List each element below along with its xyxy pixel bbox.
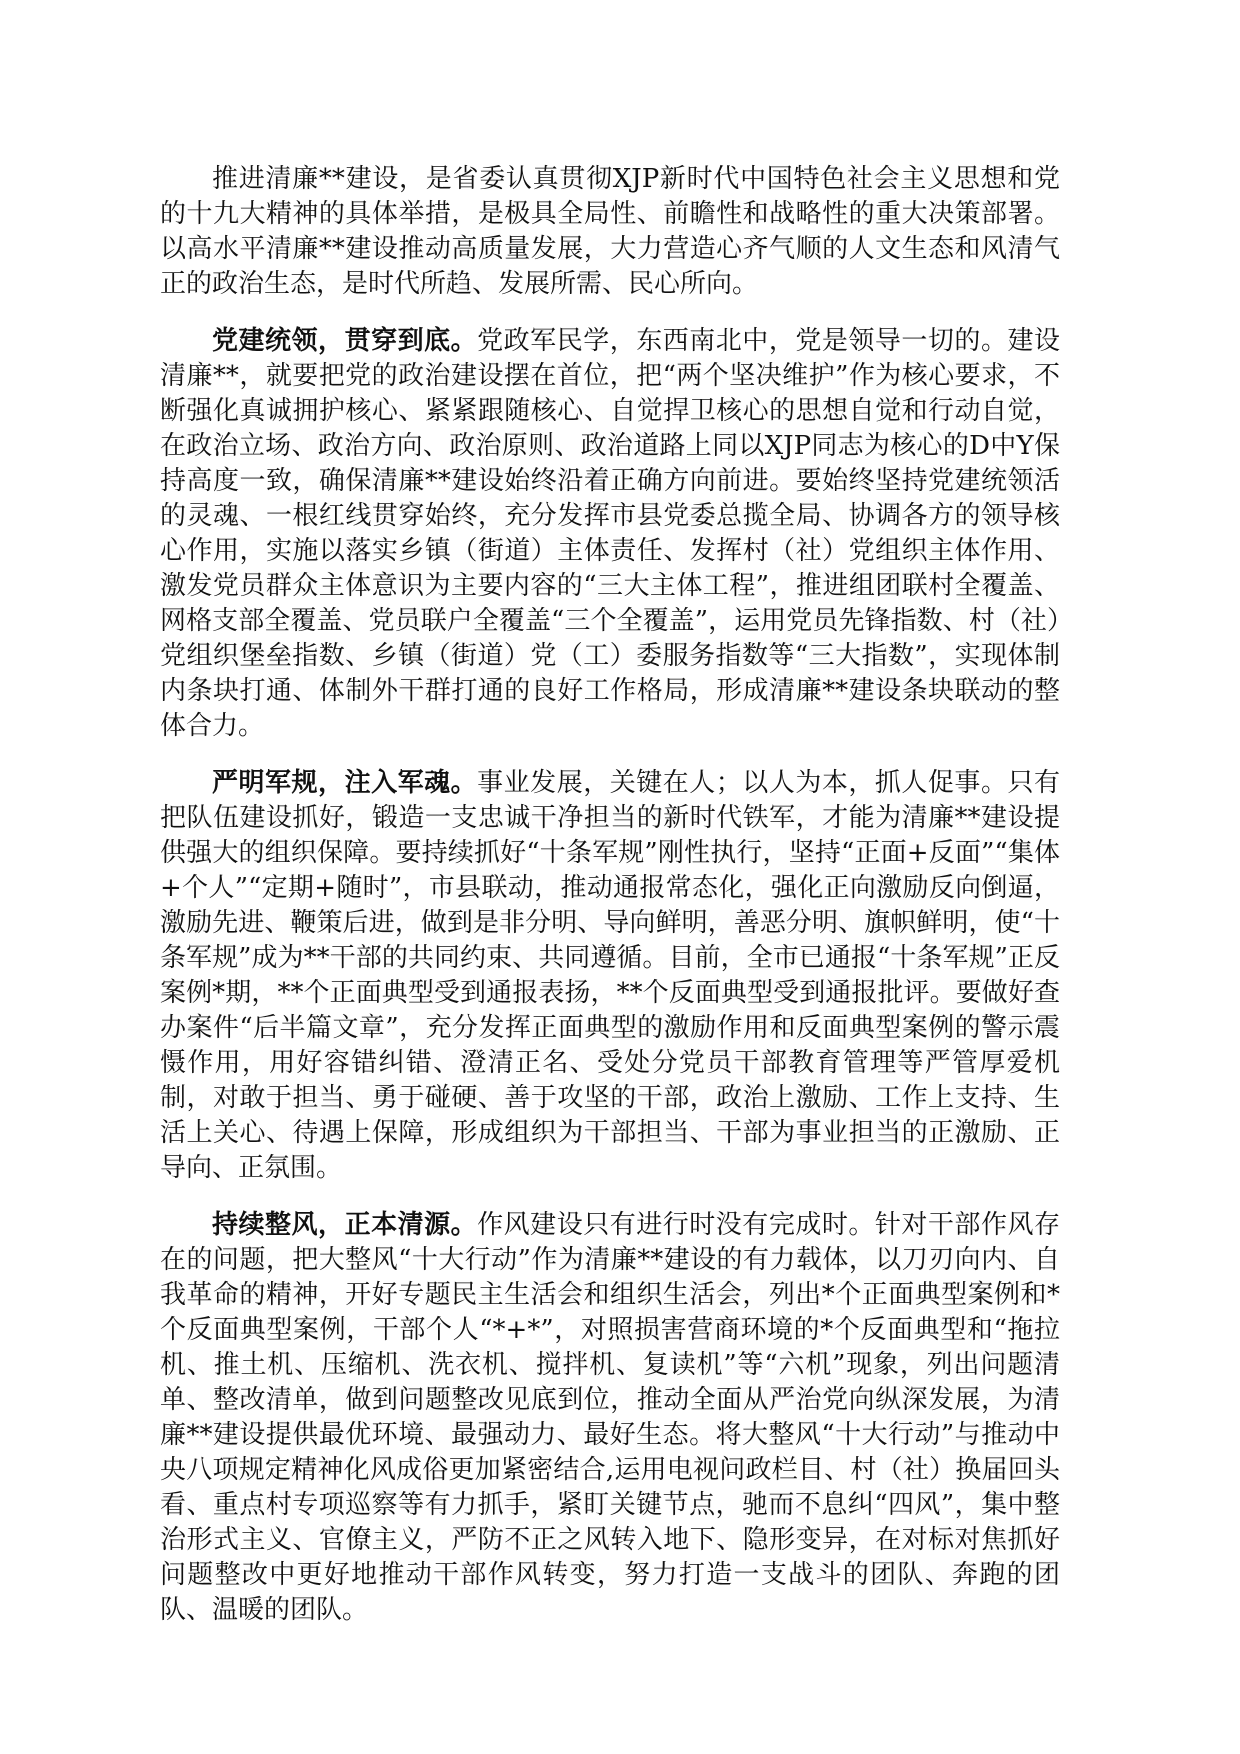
paragraph-text: 事业发展，关键在人；以人为本，抓人促事。只有把队伍建设抓好，锻造一支忠诚干净担当的新时代铁军，才能为清廉**建设提供强大的组织保障。要持续抓好“十条军规”刚性执行，坚持“正面+反面”“集体+个人”“定期+随时”，市县联动，推动通报常态化，强化正向激励反向倒逼，激励先进、鞭策后进，做到是非分明、导向鲜明，善恶分明、旗帜鲜明，使“十条军规”成为**干部的共同约束、共同遵循。目前，全市已通报“十条军规”正反案例*期，**个正面典型受到通报表扬，**个反面典型受到通报批评。要做好查办案件“后半篇文章”，充分发挥正面典型的激励作用和反面典型案例的警示震慑作用，用好容错纠错、澄清正名、受处分党员干部教育管理等严管厚爱机制，对敢于担当、勇于碰硬、善于攻坚的干部，政治上激励、工作上支持、生活上关心、待遇上保障，形成组织为干部担当、干部为事业担当的正激励、正导向、正氛围。 [160,768,1060,1183]
paragraph-text: 党政军民学，东西南北中，党是领导一切的。建设清廉**，就要把党的政治建设摆在首位，把“两个坚决维护”作为核心要求，不断强化真诚拥护核心、紧紧跟随核心、自觉捍卫核心的思想自觉和行动自觉，在政治立场、政治方向、政治原则、政治道路上同以XJP同志为核心的D中Y保持高度一致，确保清廉**建设始终沿着正确方向前进。要始终坚持党建统领活的灵魂、一根红线贯穿始终，充分发挥市县党委总揽全局、协调各方的领导核心作用，实施以落实乡镇（街道）主体责任、发挥村（社）党组织主体作用、激发党员群众主体意识为主要内容的“三大主体工程”，推进组团联村全覆盖、网格支部全覆盖、党员联户全覆盖“三个全覆盖”，运用党员先锋指数、村（社）党组织堡垒指数、乡镇（街道）党（工）委服务指数等“三大指数”，实现体制内条块打通、体制外干群打通的良好工作格局，形成清廉**建设条块联动的整体合力。 [160,326,1060,741]
paragraph-lead-heading: 党建统领，贯穿到底。 [212,326,478,356]
paragraph-intro [160,162,1060,302]
document-body [160,162,1060,1650]
paragraph-rectification [160,1208,1060,1628]
paragraph-text: 作风建设只有进行时没有完成时。针对干部作风存在的问题，把大整风“十大行动”作为清廉**建设的有力载体，以刀刃向内、自我革命的精神，开好专题民主生活会和组织生活会，列出*个正面典型案例和*个反面典型案例，干部个人“*+*”，对照损害营商环境的*个反面典型和“拖拉机、推土机、压缩机、洗衣机、搅拌机、复读机”等“六机”现象，列出问题清单、整改清单，做到问题整改见底到位，推动全面从严治党向纵深发展，为清廉**建设提供最优环境、最强动力、最好生态。将大整风“十大行动”与推动中央八项规定精神化风成俗更加紧密结合,运用电视问政栏目、村（社）换届回头看、重点村专项巡察等有力抓手，紧盯关键节点，驰而不息纠“四风”，集中整治形式主义、官僚主义，严防不正之风转入地下、隐形变异，在对标对焦抓好问题整改中更好地推动干部作风转变，努力打造一支战斗的团队、奔跑的团队、温暖的团队。 [160,1210,1060,1625]
paragraph-text: 推进清廉**建设，是省委认真贯彻XJP新时代中国特色社会主义思想和党的十九大精神的具体举措，是极具全局性、前瞻性和战略性的重大决策部署。以高水平清廉**建设推动高质量发展，大力营造心齐气顺的人文生态和风清气正的政治生态，是时代所趋、发展所需、民心所向。 [160,164,1060,299]
paragraph-military-rules [160,766,1060,1186]
paragraph-lead-heading: 严明军规，注入军魂。 [212,768,478,798]
paragraph-lead-heading: 持续整风，正本清源。 [212,1210,478,1240]
paragraph-party-leadership [160,324,1060,744]
